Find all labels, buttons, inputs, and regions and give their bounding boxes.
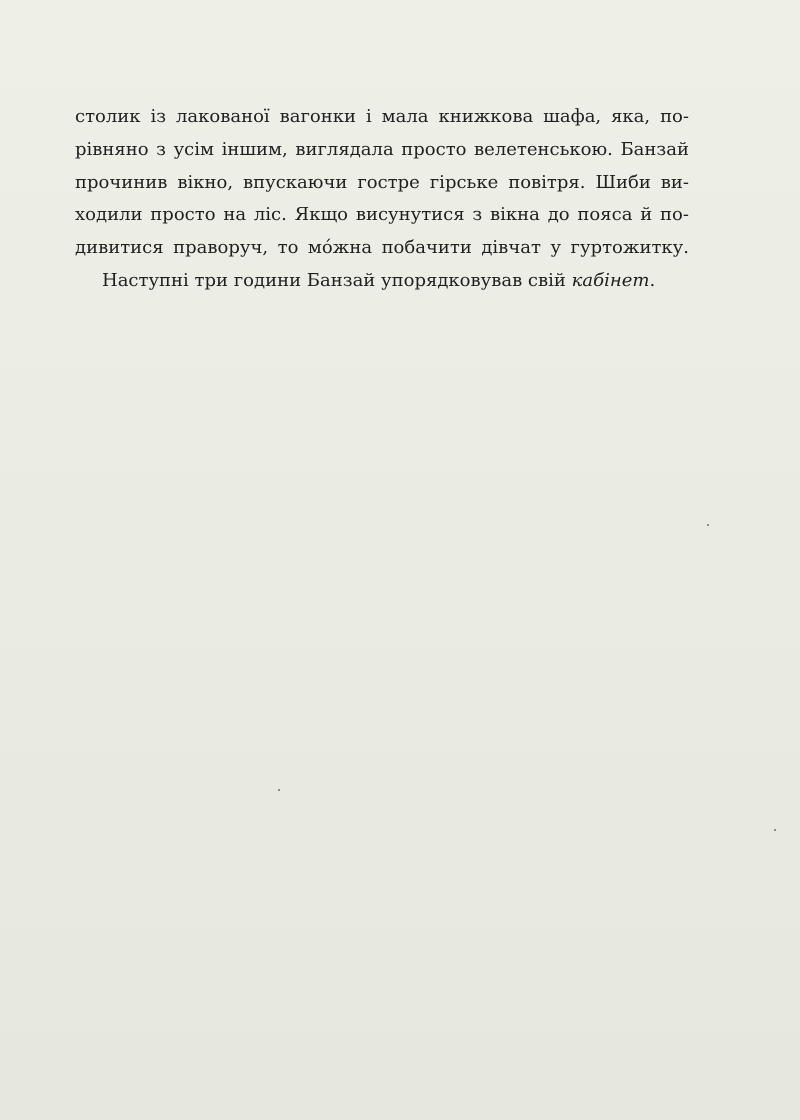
text-line-3	[75, 167, 689, 200]
word: вагонки	[279, 106, 357, 127]
word: висунутися	[355, 204, 465, 226]
word: із	[150, 106, 167, 127]
word: велетенською.	[474, 138, 613, 160]
word: іншим,	[221, 138, 288, 160]
word: побачити	[381, 237, 472, 259]
word: й	[640, 204, 653, 226]
word: мо́жна	[307, 237, 373, 259]
word: повітря.	[508, 171, 586, 193]
word: вікна	[490, 204, 540, 226]
word: рівняно	[75, 138, 149, 160]
word: виглядала	[295, 138, 394, 160]
word: ходили	[75, 204, 143, 226]
word: на	[223, 204, 247, 226]
paper-speck	[278, 789, 280, 791]
word: лакованої	[175, 106, 270, 127]
word: по-	[660, 106, 689, 127]
paper-speck	[774, 829, 776, 831]
word: дівчат	[481, 237, 541, 259]
word: пояса	[577, 204, 633, 226]
word: столик	[75, 106, 141, 127]
text-line-5	[75, 232, 689, 265]
word: мала	[381, 106, 429, 127]
word: з	[472, 204, 483, 226]
word: усім	[173, 138, 214, 160]
text-line-1	[75, 101, 689, 134]
page-text	[75, 101, 689, 298]
word: гуртожитку.	[570, 237, 689, 259]
paper-speck	[707, 524, 709, 526]
word: ліс.	[253, 204, 287, 226]
word: з	[156, 138, 166, 160]
word: праворуч,	[173, 237, 269, 259]
word: то	[277, 237, 299, 259]
word: яка,	[611, 106, 651, 127]
paragraph-2-text: Наступні три години Банзай упорядковував свій	[102, 269, 572, 291]
word: Якщо	[294, 204, 349, 226]
word: просто	[401, 138, 467, 160]
word: у	[550, 237, 562, 259]
word: дивитися	[75, 237, 164, 259]
emphasized-word: кабінет	[571, 269, 650, 291]
word: вікно,	[177, 171, 234, 193]
text-line-2	[75, 134, 689, 167]
word: і	[365, 106, 372, 127]
word: впускаючи	[243, 171, 348, 193]
word: гостре	[357, 171, 420, 193]
word: Банзай	[620, 138, 689, 160]
text-line-4	[75, 199, 689, 232]
word: книжкова	[438, 106, 534, 127]
word: Шиби	[595, 171, 651, 193]
word: гірське	[429, 171, 499, 193]
word: просто	[150, 204, 216, 226]
word: ви-	[660, 171, 689, 193]
word: по-	[660, 204, 689, 226]
word: прочинив	[75, 171, 168, 193]
word: шафа,	[543, 106, 602, 127]
paragraph-2-line	[75, 265, 689, 298]
paragraph-2-end: .	[649, 269, 656, 291]
word: до	[547, 204, 570, 226]
